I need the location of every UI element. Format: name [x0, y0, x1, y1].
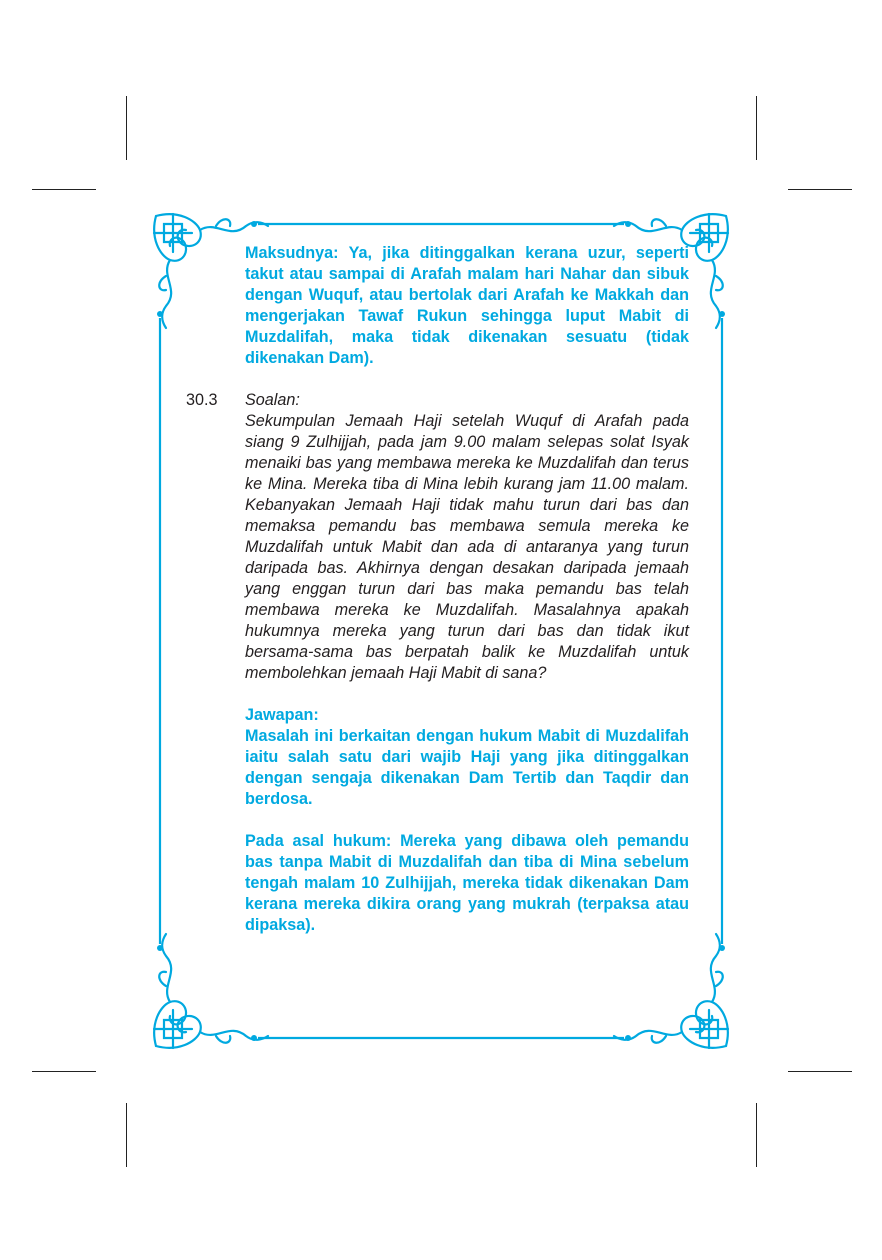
- page-content: [186, 243, 689, 936]
- corner-bottom-left: [154, 934, 268, 1048]
- explanation-paragraph: Maksudnya: Ya, jika ditinggalkan kerana uzur, seperti takut atau sampai di Arafah malam hari Nahar dan sibuk dengan Wuquf, atau bertolak dari Arafah ke Makkah dan mengerjakan Tawaf Rukun sehingga luput Mabit di Muzdalifah, maka tidak dikenakan sesuatu (tidak dikenakan Dam).: [245, 244, 689, 367]
- question-text: Sekumpulan Jemaah Haji setelah Wuquf di Arafah pada siang 9 Zulhijjah, pada jam 9.00 malam selepas solat Isyak menaiki bas yang membawa mereka ke Muzdalifah dan terus ke Mina. Mereka tiba di Mina lebih kurang jam 11.00 malam. Kebanyakan Jemaah Haji tidak mahu turun dari bas dan memaksa pemandu bas membawa semula mereka ke Muzdalifah untuk Mabit dan ada di antaranya yang turun daripada bas. Akhirnya dengan desakan daripada jemaah yang enggan turun dari bas maka pemandu bas telah membawa mereka ke Muzdalifah. Masalahnya apakah hukumnya mereka yang turun dari bas dan tidak ikut bersama-sama bas berpatah balik ke Muzdalifah untuk membolehkan jemaah Haji Mabit di sana?: [245, 412, 689, 682]
- answer-paragraph-2: Pada asal hukum: Mereka yang dibawa oleh pemandu bas tanpa Mabit di Muzdalifah dan tiba di Mina sebelum tengah malam 10 Zulhijjah, mereka tidak dikenakan Dam kerana mereka dikira orang yang mukrah (terpaksa atau dipaksa).: [245, 832, 689, 934]
- question-number: 30.3: [186, 391, 218, 409]
- answer-label: Jawapan:: [245, 706, 319, 724]
- answer-paragraph-1: Masalah ini berkaitan dengan hukum Mabit di Muzdalifah iaitu salah satu dari wajib Haji yang jika ditinggalkan dengan sengaja dikenakan Dam Tertib dan Taqdir dan berdosa.: [245, 727, 689, 808]
- corner-bottom-right: [614, 934, 728, 1048]
- question-block: [186, 390, 689, 684]
- question-label: Soalan:: [245, 391, 300, 409]
